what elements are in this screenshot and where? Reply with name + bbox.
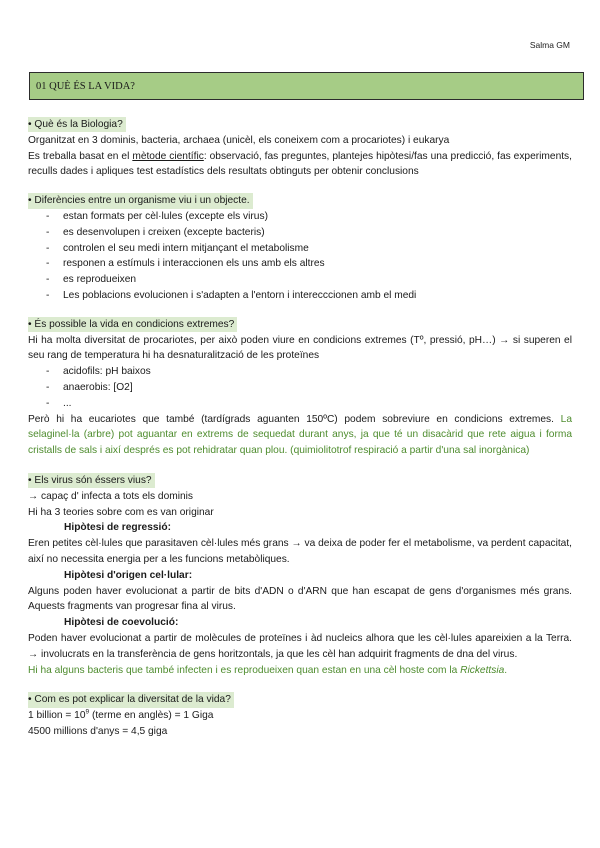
- list-item: - ...: [28, 396, 572, 412]
- green-note: La selaginel·la (arbre) pot aguantar en extrems de sequedat durant anys, ja que té un disacàrid que rete aigua i forma cristalls de sals i així després es pot rehidratar quan plou. (quimiolitotrof respiració a partir d'una sal inorgànica): [28, 413, 572, 457]
- document-body: [28, 117, 572, 740]
- list-item: - controlen el seu medi intern mitjançant el metabolisme: [28, 241, 572, 257]
- hypothesis-heading: Hipòtesi d'origen cel·lular:: [64, 569, 193, 581]
- section-virus: [28, 473, 572, 678]
- list-item: - acidofils: pH baixos: [28, 364, 572, 380]
- section-diversitat: [28, 692, 572, 739]
- question-heading: • Diferències entre un organisme viu i un objecte.: [28, 193, 253, 208]
- paragraph: Hi ha 3 teories sobre com es van originar: [28, 506, 214, 518]
- list-item: - responen a estímuls i interaccionen els uns amb els altres: [28, 256, 572, 272]
- green-note: [28, 663, 572, 679]
- section-extremes: [28, 317, 572, 459]
- text-run: 1 billion = 10: [28, 710, 86, 722]
- hypothesis-heading: Hipòtesi de regressió:: [64, 522, 171, 534]
- exponent: 9: [85, 708, 90, 716]
- text-run: (terme en anglès) = 1 Giga: [89, 710, 214, 722]
- list-item: - anaerobis: [O2]: [28, 380, 572, 396]
- paragraph: 4500 millions d'anys = 4,5 giga: [28, 725, 168, 737]
- paragraph: Eren petites cèl·lules que parasitaven cèl·lules més grans → va deixa de poder fer el metabolisme, va perdent capacitat, així no necessita energia per a les funcions metabòliques.: [28, 538, 572, 565]
- species-name: Rickettsia: [460, 664, 505, 676]
- underlined-term: mètode científic: [132, 150, 204, 162]
- question-heading: • Els virus són éssers vius?: [28, 473, 155, 488]
- question-heading: • És possible la vida en condicions extremes?: [28, 317, 237, 332]
- list-item: - es desenvolupen i creixen (excepte bacteris): [28, 225, 572, 241]
- text-run: Es treballa basat en el: [28, 150, 133, 162]
- paragraph: Alguns poden haver evolucionat a partir de bits d'ADN o d'ARN que han escapat de gens d'organismes més grans. Aquests fragments van progresar fina al virus.: [28, 585, 572, 613]
- list-item: - estan formats per cèl·lules (excepte els virus): [28, 209, 572, 225]
- section-title-banner: 01 QUÈ ÉS LA VIDA?: [29, 72, 584, 100]
- dash-list: [28, 209, 572, 304]
- paragraph: [28, 412, 572, 459]
- paragraph: Hi ha molta diversitat de procariotes, per això poden viure en condicions extremes (Tº, pressió, pH…) → si superen el seu rang de temperatura hi ha desnaturalització de les proteïnes: [28, 334, 572, 362]
- text-run: Hi ha alguns bacteris que també infecten i es reprodueixen quan estan en una cèl hoste com la: [28, 664, 461, 676]
- paragraph: Poden haver evolucionat a partir de molècules de proteïnes i àd nucleics alhora que les cèl·lules apareixien a la Terra. → involucrats en la transferència de gens horitzontals, ja que les cèl han adquirit fragments de dna del virus.: [28, 632, 572, 660]
- text-run: Però hi ha eucariotes que també (tardígrads aguanten 150ºC) podem sobreviure en condicions extremes.: [28, 413, 561, 425]
- paragraph: [28, 708, 572, 724]
- paragraph: Organitzat en 3 dominis, bacteria, archaea (unicèl, els coneixem com a procariotes) i eukarya: [28, 134, 450, 146]
- hypothesis-heading: Hipòtesi de coevolució:: [64, 617, 179, 629]
- list-item: - es reprodueixen: [28, 272, 572, 288]
- paragraph: [28, 149, 572, 181]
- question-heading: • Com es pot explicar la diversitat de la vida?: [28, 692, 234, 707]
- author-name: Salma GM: [529, 40, 570, 50]
- text-run: : observació, fas preguntes, plantejes hipòtesi/fas una predicció, fas experiments, reculls dades i apliques test estadístics dels resultats obtinguts per obtenir conclusions: [28, 150, 572, 178]
- dash-list: [28, 364, 572, 411]
- section-biologia: [28, 117, 572, 180]
- question-heading: • Què és la Biologia?: [28, 117, 126, 132]
- text-run: .: [504, 664, 508, 676]
- list-item: - Les poblacions evolucionen i s'adapten a l'entorn i interecccionen amb el medi: [28, 288, 572, 304]
- paragraph: → capaç d' infecta a tots els dominis: [28, 490, 194, 502]
- section-diferencies: [28, 193, 572, 304]
